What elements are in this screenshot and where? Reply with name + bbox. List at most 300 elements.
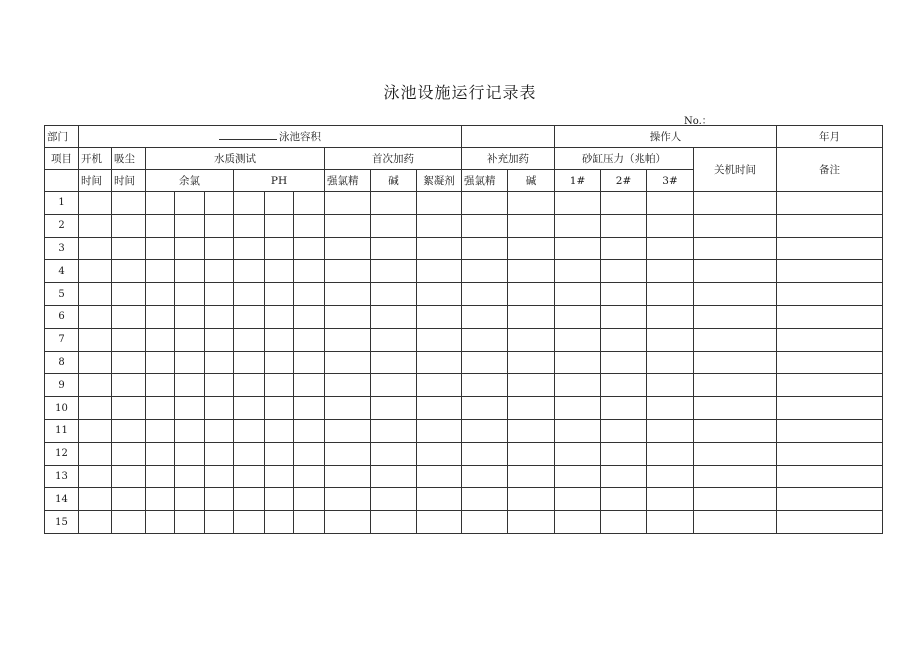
col-strong-chlorine-2: 强氯精 bbox=[462, 170, 508, 192]
entry-cell[interactable] bbox=[647, 283, 694, 306]
entry-cell[interactable] bbox=[265, 214, 294, 237]
entry-cell[interactable] bbox=[601, 511, 647, 534]
entry-cell[interactable] bbox=[175, 488, 205, 511]
entry-cell[interactable] bbox=[555, 283, 601, 306]
entry-cell[interactable] bbox=[555, 374, 601, 397]
entry-cell[interactable] bbox=[694, 465, 777, 488]
entry-cell[interactable] bbox=[294, 374, 325, 397]
entry-cell[interactable] bbox=[555, 397, 601, 420]
entry-cell[interactable] bbox=[265, 397, 294, 420]
entry-cell[interactable] bbox=[175, 511, 205, 534]
entry-cell[interactable] bbox=[647, 374, 694, 397]
entry-cell[interactable] bbox=[371, 192, 417, 215]
entry-cell[interactable] bbox=[294, 351, 325, 374]
entry-cell[interactable] bbox=[462, 397, 508, 420]
entry-cell[interactable] bbox=[694, 214, 777, 237]
item-sub-blank bbox=[45, 170, 79, 192]
entry-cell[interactable] bbox=[694, 283, 777, 306]
entry-cell[interactable] bbox=[112, 351, 146, 374]
entry-cell[interactable] bbox=[294, 260, 325, 283]
entry-cell[interactable] bbox=[777, 260, 883, 283]
entry-cell[interactable] bbox=[146, 419, 175, 442]
entry-cell[interactable] bbox=[234, 305, 265, 328]
entry-cell[interactable] bbox=[234, 511, 265, 534]
entry-cell[interactable] bbox=[175, 374, 205, 397]
entry-cell[interactable] bbox=[294, 442, 325, 465]
entry-cell[interactable] bbox=[508, 328, 555, 351]
entry-cell[interactable] bbox=[146, 488, 175, 511]
entry-cell[interactable] bbox=[694, 237, 777, 260]
entry-cell[interactable] bbox=[175, 305, 205, 328]
entry-cell[interactable] bbox=[417, 351, 462, 374]
entry-cell[interactable] bbox=[112, 397, 146, 420]
entry-cell[interactable] bbox=[601, 328, 647, 351]
col-supplement-dosing: 补充加药 bbox=[462, 148, 555, 170]
entry-cell[interactable] bbox=[175, 397, 205, 420]
entry-cell[interactable] bbox=[325, 328, 371, 351]
row-number: 4 bbox=[45, 260, 79, 283]
entry-cell[interactable] bbox=[371, 374, 417, 397]
table-row bbox=[45, 442, 883, 465]
entry-cell[interactable] bbox=[417, 214, 462, 237]
entry-cell[interactable] bbox=[601, 351, 647, 374]
entry-cell[interactable] bbox=[694, 351, 777, 374]
entry-cell[interactable] bbox=[175, 442, 205, 465]
entry-cell[interactable] bbox=[175, 465, 205, 488]
entry-cell[interactable] bbox=[265, 305, 294, 328]
date-label: 年月 bbox=[777, 126, 883, 148]
entry-cell[interactable] bbox=[555, 511, 601, 534]
entry-cell[interactable] bbox=[175, 283, 205, 306]
entry-cell[interactable] bbox=[555, 192, 601, 215]
entry-cell[interactable] bbox=[234, 488, 265, 511]
entry-cell[interactable] bbox=[325, 419, 371, 442]
entry-cell[interactable] bbox=[175, 237, 205, 260]
entry-cell[interactable] bbox=[462, 442, 508, 465]
entry-cell[interactable] bbox=[146, 260, 175, 283]
entry-cell[interactable] bbox=[647, 237, 694, 260]
table-row bbox=[45, 511, 883, 534]
entry-cell[interactable] bbox=[234, 192, 265, 215]
entry-cell[interactable] bbox=[112, 465, 146, 488]
entry-cell[interactable] bbox=[508, 374, 555, 397]
entry-cell[interactable] bbox=[79, 214, 112, 237]
entry-cell[interactable] bbox=[325, 351, 371, 374]
entry-cell[interactable] bbox=[777, 214, 883, 237]
entry-cell[interactable] bbox=[79, 511, 112, 534]
entry-cell[interactable] bbox=[146, 328, 175, 351]
entry-cell[interactable] bbox=[601, 488, 647, 511]
entry-cell[interactable] bbox=[205, 237, 234, 260]
entry-cell[interactable] bbox=[462, 374, 508, 397]
entry-cell[interactable] bbox=[175, 328, 205, 351]
entry-cell[interactable] bbox=[555, 328, 601, 351]
entry-cell[interactable] bbox=[325, 192, 371, 215]
entry-cell[interactable] bbox=[508, 237, 555, 260]
entry-cell[interactable] bbox=[265, 488, 294, 511]
entry-cell[interactable] bbox=[647, 260, 694, 283]
entry-cell[interactable] bbox=[234, 260, 265, 283]
entry-cell[interactable] bbox=[146, 351, 175, 374]
entry-cell[interactable] bbox=[325, 397, 371, 420]
col-ph: PH bbox=[234, 170, 325, 192]
entry-cell[interactable] bbox=[601, 442, 647, 465]
entry-cell[interactable] bbox=[462, 328, 508, 351]
entry-cell[interactable] bbox=[694, 442, 777, 465]
entry-cell[interactable] bbox=[205, 260, 234, 283]
entry-cell[interactable] bbox=[79, 351, 112, 374]
entry-cell[interactable] bbox=[508, 260, 555, 283]
entry-cell[interactable] bbox=[205, 374, 234, 397]
entry-cell[interactable] bbox=[462, 283, 508, 306]
header-row-groups bbox=[45, 148, 883, 170]
entry-cell[interactable] bbox=[294, 283, 325, 306]
entry-cell[interactable] bbox=[234, 374, 265, 397]
entry-cell[interactable] bbox=[112, 214, 146, 237]
entry-cell[interactable] bbox=[325, 237, 371, 260]
col-vacuum-time: 时间 bbox=[112, 170, 146, 192]
entry-cell[interactable] bbox=[112, 237, 146, 260]
entry-cell[interactable] bbox=[694, 374, 777, 397]
entry-cell[interactable] bbox=[371, 488, 417, 511]
entry-cell[interactable] bbox=[555, 419, 601, 442]
col-power-on-time: 时间 bbox=[79, 170, 112, 192]
entry-cell[interactable] bbox=[175, 419, 205, 442]
entry-cell[interactable] bbox=[79, 192, 112, 215]
entry-cell[interactable] bbox=[694, 419, 777, 442]
entry-cell[interactable] bbox=[294, 419, 325, 442]
entry-cell[interactable] bbox=[647, 419, 694, 442]
table-row bbox=[45, 351, 883, 374]
entry-cell[interactable] bbox=[647, 488, 694, 511]
entry-cell[interactable] bbox=[205, 283, 234, 306]
entry-cell[interactable] bbox=[508, 419, 555, 442]
entry-cell[interactable] bbox=[555, 351, 601, 374]
entry-cell[interactable] bbox=[265, 237, 294, 260]
entry-cell[interactable] bbox=[462, 305, 508, 328]
row-number: 6 bbox=[45, 305, 79, 328]
entry-cell[interactable] bbox=[417, 260, 462, 283]
pool-volume-blank bbox=[219, 130, 277, 140]
entry-cell[interactable] bbox=[694, 260, 777, 283]
entry-cell[interactable] bbox=[462, 192, 508, 215]
entry-cell[interactable] bbox=[112, 374, 146, 397]
entry-cell[interactable] bbox=[112, 192, 146, 215]
row-number: 7 bbox=[45, 328, 79, 351]
entry-cell[interactable] bbox=[601, 237, 647, 260]
entry-cell[interactable] bbox=[508, 488, 555, 511]
entry-cell[interactable] bbox=[417, 237, 462, 260]
entry-cell[interactable] bbox=[777, 305, 883, 328]
row-number: 12 bbox=[45, 442, 79, 465]
entry-cell[interactable] bbox=[555, 488, 601, 511]
entry-cell[interactable] bbox=[694, 192, 777, 215]
entry-cell[interactable] bbox=[601, 283, 647, 306]
entry-cell[interactable] bbox=[146, 397, 175, 420]
entry-cell[interactable] bbox=[777, 397, 883, 420]
operator-blank-cell[interactable] bbox=[462, 126, 555, 148]
entry-cell[interactable] bbox=[601, 214, 647, 237]
entry-cell[interactable] bbox=[508, 305, 555, 328]
entry-cell[interactable] bbox=[508, 351, 555, 374]
entry-cell[interactable] bbox=[205, 305, 234, 328]
entry-cell[interactable] bbox=[371, 214, 417, 237]
entry-cell[interactable] bbox=[647, 511, 694, 534]
entry-cell[interactable] bbox=[265, 511, 294, 534]
entry-cell[interactable] bbox=[508, 442, 555, 465]
entry-cell[interactable] bbox=[205, 465, 234, 488]
entry-cell[interactable] bbox=[555, 237, 601, 260]
entry-cell[interactable] bbox=[417, 305, 462, 328]
entry-cell[interactable] bbox=[694, 305, 777, 328]
row-number: 11 bbox=[45, 419, 79, 442]
entry-cell[interactable] bbox=[417, 511, 462, 534]
entry-cell[interactable] bbox=[417, 465, 462, 488]
entry-cell[interactable] bbox=[601, 397, 647, 420]
row-number: 3 bbox=[45, 237, 79, 260]
entry-cell[interactable] bbox=[777, 488, 883, 511]
entry-cell[interactable] bbox=[79, 488, 112, 511]
entry-cell[interactable] bbox=[371, 511, 417, 534]
entry-cell[interactable] bbox=[462, 260, 508, 283]
entry-cell[interactable] bbox=[205, 488, 234, 511]
entry-cell[interactable] bbox=[371, 442, 417, 465]
entry-cell[interactable] bbox=[112, 328, 146, 351]
entry-cell[interactable] bbox=[325, 283, 371, 306]
entry-cell[interactable] bbox=[265, 442, 294, 465]
entry-cell[interactable] bbox=[112, 419, 146, 442]
entry-cell[interactable] bbox=[146, 237, 175, 260]
entry-cell[interactable] bbox=[205, 214, 234, 237]
entry-cell[interactable] bbox=[325, 214, 371, 237]
entry-cell[interactable] bbox=[79, 442, 112, 465]
entry-cell[interactable] bbox=[555, 305, 601, 328]
header-row-dept bbox=[45, 126, 883, 148]
entry-cell[interactable] bbox=[294, 465, 325, 488]
entry-cell[interactable] bbox=[601, 465, 647, 488]
entry-cell[interactable] bbox=[325, 260, 371, 283]
entry-cell[interactable] bbox=[508, 465, 555, 488]
entry-cell[interactable] bbox=[175, 260, 205, 283]
entry-cell[interactable] bbox=[601, 419, 647, 442]
entry-cell[interactable] bbox=[294, 305, 325, 328]
entry-cell[interactable] bbox=[508, 283, 555, 306]
entry-cell[interactable] bbox=[234, 214, 265, 237]
entry-cell[interactable] bbox=[79, 397, 112, 420]
entry-cell[interactable] bbox=[371, 465, 417, 488]
row-number: 5 bbox=[45, 283, 79, 306]
entry-cell[interactable] bbox=[294, 328, 325, 351]
entry-cell[interactable] bbox=[175, 214, 205, 237]
table-row bbox=[45, 237, 883, 260]
entry-cell[interactable] bbox=[508, 192, 555, 215]
entry-cell[interactable] bbox=[294, 214, 325, 237]
entry-cell[interactable] bbox=[462, 488, 508, 511]
entry-cell[interactable] bbox=[508, 397, 555, 420]
entry-cell[interactable] bbox=[112, 488, 146, 511]
entry-cell[interactable] bbox=[79, 237, 112, 260]
entry-cell[interactable] bbox=[79, 260, 112, 283]
entry-cell[interactable] bbox=[294, 511, 325, 534]
entry-cell[interactable] bbox=[694, 488, 777, 511]
entry-cell[interactable] bbox=[647, 397, 694, 420]
entry-cell[interactable] bbox=[601, 192, 647, 215]
entry-cell[interactable] bbox=[146, 511, 175, 534]
entry-cell[interactable] bbox=[79, 328, 112, 351]
pool-volume-cell[interactable] bbox=[79, 126, 462, 148]
entry-cell[interactable] bbox=[694, 511, 777, 534]
entry-cell[interactable] bbox=[601, 374, 647, 397]
entry-cell[interactable] bbox=[79, 374, 112, 397]
entry-cell[interactable] bbox=[555, 442, 601, 465]
entry-cell[interactable] bbox=[555, 260, 601, 283]
entry-cell[interactable] bbox=[462, 237, 508, 260]
entry-cell[interactable] bbox=[234, 237, 265, 260]
entry-cell[interactable] bbox=[146, 442, 175, 465]
entry-cell[interactable] bbox=[325, 374, 371, 397]
entry-cell[interactable] bbox=[371, 260, 417, 283]
entry-cell[interactable] bbox=[417, 283, 462, 306]
entry-cell[interactable] bbox=[508, 511, 555, 534]
entry-cell[interactable] bbox=[234, 283, 265, 306]
col-tank-3: 3# bbox=[647, 170, 694, 192]
entry-cell[interactable] bbox=[205, 351, 234, 374]
entry-cell[interactable] bbox=[462, 214, 508, 237]
entry-cell[interactable] bbox=[371, 397, 417, 420]
col-strong-chlorine-1: 强氯精 bbox=[325, 170, 371, 192]
entry-cell[interactable] bbox=[647, 192, 694, 215]
dept-label: 部门 bbox=[45, 126, 79, 148]
entry-cell[interactable] bbox=[294, 237, 325, 260]
entry-cell[interactable] bbox=[371, 237, 417, 260]
entry-cell[interactable] bbox=[694, 397, 777, 420]
entry-cell[interactable] bbox=[777, 442, 883, 465]
entry-cell[interactable] bbox=[325, 442, 371, 465]
row-number: 10 bbox=[45, 397, 79, 420]
entry-cell[interactable] bbox=[777, 511, 883, 534]
entry-cell[interactable] bbox=[647, 351, 694, 374]
entry-cell[interactable] bbox=[417, 374, 462, 397]
entry-cell[interactable] bbox=[371, 283, 417, 306]
entry-cell[interactable] bbox=[265, 374, 294, 397]
entry-cell[interactable] bbox=[234, 465, 265, 488]
entry-cell[interactable] bbox=[79, 465, 112, 488]
entry-cell[interactable] bbox=[647, 442, 694, 465]
entry-cell[interactable] bbox=[146, 374, 175, 397]
entry-cell[interactable] bbox=[777, 374, 883, 397]
entry-cell[interactable] bbox=[265, 328, 294, 351]
entry-cell[interactable] bbox=[647, 328, 694, 351]
entry-cell[interactable] bbox=[205, 511, 234, 534]
entry-cell[interactable] bbox=[371, 305, 417, 328]
entry-cell[interactable] bbox=[417, 328, 462, 351]
entry-cell[interactable] bbox=[146, 283, 175, 306]
entry-cell[interactable] bbox=[417, 419, 462, 442]
entry-cell[interactable] bbox=[205, 328, 234, 351]
entry-cell[interactable] bbox=[234, 442, 265, 465]
entry-cell[interactable] bbox=[294, 397, 325, 420]
entry-cell[interactable] bbox=[146, 465, 175, 488]
entry-cell[interactable] bbox=[417, 442, 462, 465]
entry-cell[interactable] bbox=[647, 465, 694, 488]
operation-record-table bbox=[44, 125, 883, 534]
entry-cell[interactable] bbox=[265, 351, 294, 374]
entry-cell[interactable] bbox=[265, 419, 294, 442]
entry-cell[interactable] bbox=[777, 192, 883, 215]
entry-cell[interactable] bbox=[417, 397, 462, 420]
entry-cell[interactable] bbox=[112, 305, 146, 328]
entry-cell[interactable] bbox=[371, 351, 417, 374]
entry-cell[interactable] bbox=[265, 465, 294, 488]
entry-cell[interactable] bbox=[462, 465, 508, 488]
entry-cell[interactable] bbox=[146, 192, 175, 215]
entry-cell[interactable] bbox=[205, 192, 234, 215]
entry-cell[interactable] bbox=[205, 442, 234, 465]
entry-cell[interactable] bbox=[777, 237, 883, 260]
entry-cell[interactable] bbox=[79, 283, 112, 306]
entry-cell[interactable] bbox=[175, 192, 205, 215]
entry-cell[interactable] bbox=[294, 488, 325, 511]
entry-cell[interactable] bbox=[555, 214, 601, 237]
entry-cell[interactable] bbox=[265, 192, 294, 215]
entry-cell[interactable] bbox=[555, 465, 601, 488]
entry-cell[interactable] bbox=[777, 328, 883, 351]
entry-cell[interactable] bbox=[462, 419, 508, 442]
entry-cell[interactable] bbox=[175, 351, 205, 374]
entry-cell[interactable] bbox=[694, 328, 777, 351]
entry-cell[interactable] bbox=[601, 260, 647, 283]
entry-cell[interactable] bbox=[234, 328, 265, 351]
entry-cell[interactable] bbox=[234, 419, 265, 442]
entry-cell[interactable] bbox=[79, 305, 112, 328]
row-number: 8 bbox=[45, 351, 79, 374]
entry-cell[interactable] bbox=[79, 419, 112, 442]
entry-cell[interactable] bbox=[146, 214, 175, 237]
table-row bbox=[45, 260, 883, 283]
entry-cell[interactable] bbox=[234, 397, 265, 420]
entry-cell[interactable] bbox=[777, 351, 883, 374]
entry-cell[interactable] bbox=[371, 419, 417, 442]
entry-cell[interactable] bbox=[417, 192, 462, 215]
entry-cell[interactable] bbox=[777, 419, 883, 442]
entry-cell[interactable] bbox=[112, 511, 146, 534]
entry-cell[interactable] bbox=[112, 283, 146, 306]
entry-cell[interactable] bbox=[777, 465, 883, 488]
entry-cell[interactable] bbox=[647, 305, 694, 328]
entry-cell[interactable] bbox=[508, 214, 555, 237]
entry-cell[interactable] bbox=[265, 283, 294, 306]
entry-cell[interactable] bbox=[462, 511, 508, 534]
entry-cell[interactable] bbox=[777, 283, 883, 306]
entry-cell[interactable] bbox=[417, 488, 462, 511]
entry-cell[interactable] bbox=[647, 214, 694, 237]
entry-cell[interactable] bbox=[205, 397, 234, 420]
entry-cell[interactable] bbox=[462, 351, 508, 374]
entry-cell[interactable] bbox=[112, 442, 146, 465]
entry-cell[interactable] bbox=[265, 260, 294, 283]
entry-cell[interactable] bbox=[205, 419, 234, 442]
entry-cell[interactable] bbox=[325, 488, 371, 511]
entry-cell[interactable] bbox=[146, 305, 175, 328]
entry-cell[interactable] bbox=[325, 465, 371, 488]
entry-cell[interactable] bbox=[325, 305, 371, 328]
entry-cell[interactable] bbox=[601, 305, 647, 328]
entry-cell[interactable] bbox=[371, 328, 417, 351]
entry-cell[interactable] bbox=[325, 511, 371, 534]
entry-cell[interactable] bbox=[112, 260, 146, 283]
entry-cell[interactable] bbox=[294, 192, 325, 215]
entry-cell[interactable] bbox=[234, 351, 265, 374]
